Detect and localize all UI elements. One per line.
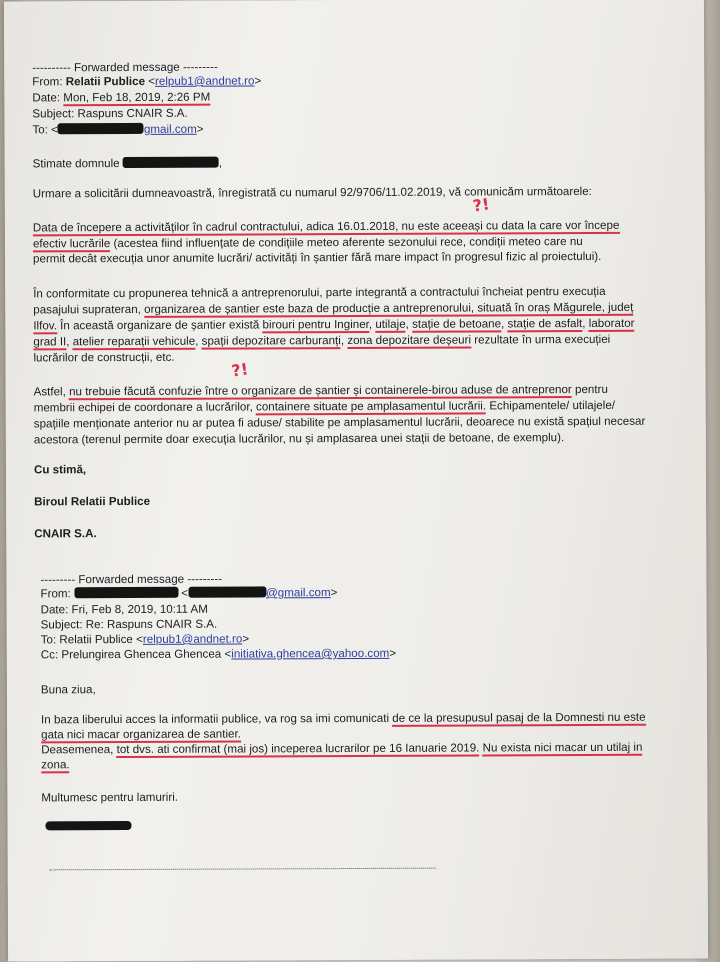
paragraph-3-line-2 (34, 399, 615, 416)
email2-paragraph-line-3 (41, 741, 642, 758)
underlined-text: tot dvs. ati confirmat (mai jos) inceperea lucrarilor pe 16 Ianuarie 2019. (116, 741, 480, 757)
underlined-text: laborator (588, 316, 635, 330)
signature-organization (34, 527, 97, 541)
text: Astfel, (33, 385, 70, 399)
underlined-text: nu trebuie făcută confuzie între o organizare de șantier și containerele-birou aduse de antreprenor (69, 383, 572, 399)
subject-label: Subject: (32, 107, 75, 121)
redaction-bar (58, 123, 144, 134)
subject-line-2 (41, 618, 218, 633)
email2-paragraph-line-2 (41, 728, 241, 743)
underlined-text: zona. (41, 758, 70, 772)
subject-line (32, 107, 187, 122)
redaction-bar (188, 586, 266, 597)
from-label: From: (40, 587, 71, 601)
signature-redaction (45, 821, 131, 830)
email2-paragraph-line-1 (41, 711, 646, 728)
signature-department (34, 495, 150, 510)
date-line-2 (41, 603, 208, 618)
underlined-text: atelier reparații vehicule (72, 334, 196, 349)
underlined-text: zona depozitare deșeuri (347, 333, 472, 348)
subject-value: Re: Raspuns CNAIR S.A. (85, 617, 218, 632)
greeting-text: Stimate domnule (32, 157, 120, 171)
paragraph-1-line-3: permit decât execuția unor anumite lucrări/ activități în șantier fără mare impact în progresul fizic al proiectului). (33, 249, 602, 266)
underlined-text: efectiv lucrările (32, 237, 111, 251)
paragraph-1-line-2 (33, 235, 583, 251)
cc-line-2: Cc: Prelungirea Ghencea Ghencea <initiativa.ghencea@yahoo.com> (40, 646, 397, 662)
underlined-text: organizarea de șantier este baza de producție a antreprenorului, situată în oraș Măgurele, județ (144, 300, 634, 316)
to-line-2: To: Relatii Publice <relpub1@andnet.ro> (40, 632, 250, 647)
paragraph-2-line-5: lucrărilor de construcții, etc. (33, 350, 175, 365)
forwarded-header: ---------- Forwarded message --------- (32, 60, 218, 75)
paragraph-3-line-3: spațiile menționate anterior nu ar putea fi aduse/ stabilite pe amplasamentul lucrării, deoarece nu există spațiul necesar (33, 414, 646, 431)
date-value: Mon, Feb 18, 2019, 2:26 PM (63, 90, 211, 105)
text: pasajului suprateran, (33, 302, 141, 317)
dotted-rule (50, 868, 436, 871)
closing-text: Cu stimă, (33, 463, 87, 477)
paragraph-1-line-1 (33, 219, 620, 236)
document-page (4, 0, 708, 962)
closing (34, 463, 86, 477)
to-email-link[interactable]: gmail.com (143, 122, 197, 136)
from-line: From: Relatii Publice <relpub1@andnet.ro> (32, 74, 262, 89)
greeting-2: Buna ziua, (40, 683, 96, 697)
underlined-text: Data de începere a activităților în cadrul contractului, adica 16.01.2018, nu este aceeași cu data la care vor începe (32, 218, 620, 235)
intro-paragraph: Urmare a solicitării dumneavoastră, înregistrată cu numarul 92/9706/11.02.2019, vă comunicăm următoarele: (32, 184, 592, 201)
text: Echipamentele/ utilajele/ (486, 398, 616, 413)
text: In baza liberului acces la informatii publice, va rog sa imi comunicati (41, 711, 393, 727)
question-exclamation-mark: ?! (471, 194, 491, 216)
underlined-text: utilaje (375, 317, 406, 331)
underlined-text: Nu exista nici macar un utilaj in (482, 740, 643, 755)
greeting: Stimate domnule , (32, 156, 223, 171)
to-email-link[interactable]: relpub1@andnet.ro (142, 632, 243, 646)
subject-value: Raspuns CNAIR S.A. (77, 106, 188, 121)
signature-org-text: CNAIR S.A. (34, 527, 97, 541)
from-name: Relatii Publice (65, 74, 146, 89)
underlined-text: birouri pentru Inginer (262, 317, 369, 332)
paragraph-2-line-2 (33, 301, 633, 318)
paragraph-3-line-1 (34, 383, 608, 400)
underlined-text: stație de asfalt (507, 317, 583, 331)
cc-name: Prelungirea Ghencea Ghencea (61, 647, 222, 662)
text: (acestea fiind influențate de condițiile meteo aferente sezonului rece, condiții meteo care nu (110, 235, 583, 251)
redaction-bar (74, 587, 178, 598)
underlined-text: grad II (33, 335, 67, 349)
text: rezultate în urma execuției (471, 332, 611, 347)
underlined-text: Ilfov. (33, 319, 57, 333)
to-name: Relatii Publice (59, 632, 133, 647)
signature-dept-text: Biroul Relatii Publice (34, 494, 151, 509)
paragraph-2-line-3: Ilfov. În această organizare de șantier există birouri pentru Inginer, utilaje, stație de betoane, stație de asfalt, laborator (33, 316, 635, 333)
underlined-text: stație de betoane (412, 317, 502, 331)
underlined-text: gata nici macar organizarea de santier. (41, 727, 241, 742)
underlined-text: containere situate pe amplasamentul lucrării. (255, 399, 487, 414)
paragraph-2-line-4: grad II, atelier reparații vehicule, spații depozitare carburanți, zona depozitare deșeuri rezultate în urma execuției (33, 332, 611, 349)
paragraph-3-line-4: acestora (terenul permite doar execuția lucrărilor, nu și amplasarea unei stații de betoane, de exemplu). (33, 431, 565, 447)
from-email-link[interactable]: relpub1@andnet.ro (154, 74, 255, 88)
cc-label: Cc: (40, 648, 59, 662)
from-email-link[interactable]: @gmail.com (265, 586, 331, 600)
text: membrii echipei de coordonare a lucrărilor, (33, 400, 257, 415)
text: pentru (571, 382, 608, 397)
forwarded-header-2: --------- Forwarded message --------- (40, 572, 223, 587)
text: În această organizare de șantier există (56, 318, 263, 333)
underlined-text: de ce la presupusul pasaj de la Domnesti nu este (392, 710, 646, 725)
redaction-bar (123, 157, 219, 168)
subject-label: Subject: (40, 618, 83, 632)
underlined-text: spații depozitare carburanți (201, 334, 341, 348)
date-line (32, 91, 210, 106)
to-line: To: < gmail.com> (32, 122, 204, 137)
text: Deasemenea, (41, 743, 117, 757)
to-label: To: (32, 123, 48, 137)
email2-paragraph-line-4 (41, 758, 69, 772)
to-label: To: (40, 633, 57, 647)
from-line-2: From: < @gmail.com> (40, 586, 338, 601)
paragraph-2-line-1: În conformitate cu propunerea tehnică a antreprenorului, parte integrantă a contractului încheiat pentru execuția (33, 284, 606, 301)
from-label: From: (32, 75, 63, 89)
cc-email-link[interactable]: initiativa.ghencea@yahoo.com (231, 646, 390, 661)
date-label: Date: (32, 91, 61, 105)
date-label: Date: (40, 603, 69, 617)
question-exclamation-mark: ?! (230, 359, 250, 381)
thanks-line: Multumesc pentru lamuriri. (41, 790, 179, 805)
date-value: Fri, Feb 8, 2019, 10:11 AM (71, 602, 208, 617)
